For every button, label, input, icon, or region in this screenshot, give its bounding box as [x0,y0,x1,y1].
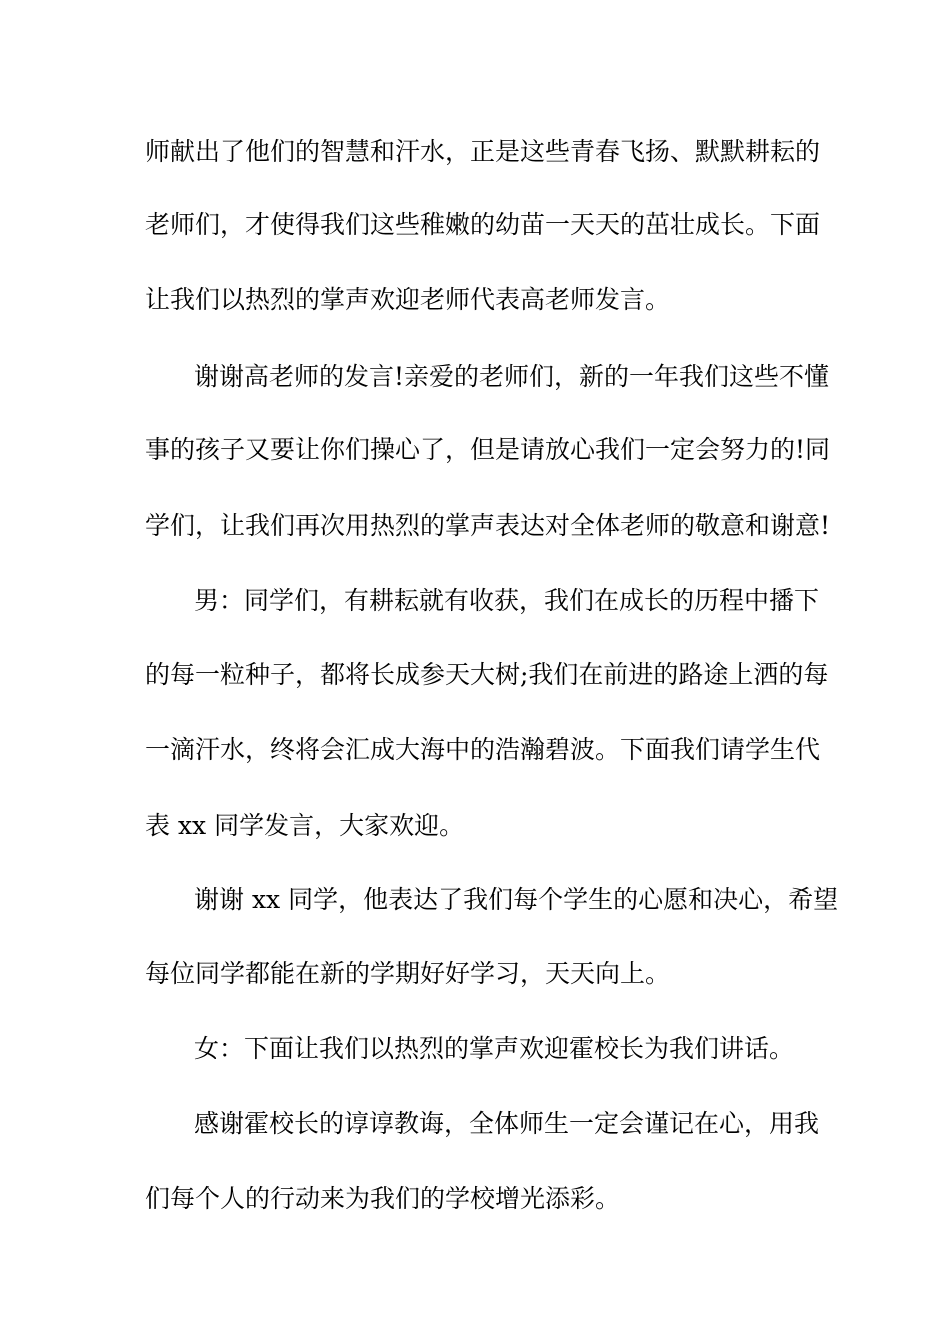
text-line-10: 表 xx 同学发言，大家欢迎。 [145,811,465,840]
text-line-4: 谢谢高老师的发言!亲爱的老师们，新的一年我们这些不懂 [194,362,830,391]
text-line-7: 男：同学们，有耕耘就有收获，我们在成长的历程中播下 [194,586,820,615]
text-line-12: 每位同学都能在新的学期好好学习，天天向上。 [145,959,671,988]
text-line-3: 让我们以热烈的掌声欢迎老师代表高老师发言。 [145,285,671,314]
text-line-9: 一滴汗水，终将会汇成大海中的浩瀚碧波。下面我们请学生代 [145,735,821,764]
text-line-11: 谢谢 xx 同学，他表达了我们每个学生的心愿和决心，希望 [194,885,839,914]
text-line-15: 们每个人的行动来为我们的学校增光添彩。 [145,1184,621,1213]
text-line-14: 感谢霍校长的谆谆教诲，全体师生一定会谨记在心，用我 [194,1109,820,1138]
text-line-13: 女：下面让我们以热烈的掌声欢迎霍校长为我们讲话。 [194,1034,795,1063]
text-line-8: 的每一粒种子，都将长成参天大树;我们在前进的路途上洒的每 [145,660,829,689]
text-line-5: 事的孩子又要让你们操心了，但是请放心我们一定会努力的!同 [145,435,831,464]
text-line-1: 师献出了他们的智慧和汗水，正是这些青春飞扬、默默耕耘的 [145,137,821,166]
text-line-6: 学们，让我们再次用热烈的掌声表达对全体老师的敬意和谢意! [145,511,831,540]
text-line-2: 老师们，才使得我们这些稚嫩的幼苗一天天的茁壮成长。下面 [145,210,821,239]
